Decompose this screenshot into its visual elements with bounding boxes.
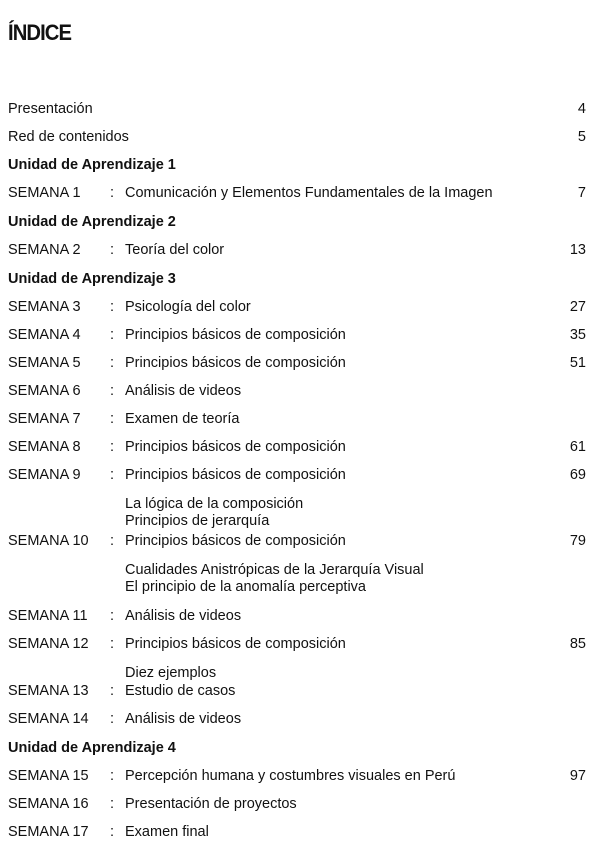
week-topic: Comunicación y Elementos Fundamentales de la Imagen (125, 185, 493, 201)
subtopic-group-3 (125, 665, 586, 682)
unit-heading-4: Unidad de Aprendizaje 4 (8, 740, 176, 756)
week-page: 7 (577, 185, 586, 201)
week-label: SEMANA 10 (8, 533, 89, 549)
separator: : (110, 711, 115, 727)
week-label: SEMANA 8 (8, 439, 81, 455)
separator: : (110, 439, 115, 455)
week-page: 97 (569, 768, 586, 784)
entry-label: Presentación (8, 101, 93, 117)
separator: : (110, 355, 115, 371)
unit-heading-2: Unidad de Aprendizaje 2 (8, 214, 176, 230)
week-topic: Estudio de casos (125, 683, 236, 699)
week-topic: Psicología del color (125, 299, 251, 315)
subtopic-group-2 (125, 562, 586, 596)
separator: : (110, 796, 115, 812)
week-topic: Principios básicos de composición (125, 636, 346, 652)
separator: : (110, 608, 115, 624)
separator: : (110, 636, 115, 652)
separator: : (110, 185, 115, 201)
unit-heading-3: Unidad de Aprendizaje 3 (8, 271, 176, 287)
week-topic: Principios básicos de composición (125, 533, 346, 549)
subtopic-line: La lógica de la composición (125, 496, 304, 512)
week-label: SEMANA 12 (8, 636, 89, 652)
week-label: SEMANA 14 (8, 711, 89, 727)
separator: : (110, 467, 115, 483)
entry-page: 4 (577, 101, 586, 117)
week-topic: Principios básicos de composición (125, 467, 346, 483)
subtopic-line: Diez ejemplos (125, 665, 217, 681)
week-topic: Presentación de proyectos (125, 796, 297, 812)
separator: : (110, 242, 115, 258)
week-label: SEMANA 15 (8, 768, 89, 784)
subtopic-line: Cualidades Anistrópicas de la Jerarquía Visual (125, 562, 424, 578)
week-label: SEMANA 6 (8, 383, 81, 399)
week-page: 35 (569, 327, 586, 343)
week-page: 13 (569, 242, 586, 258)
week-label: SEMANA 16 (8, 796, 89, 812)
entry-page: 5 (577, 129, 586, 145)
separator: : (110, 411, 115, 427)
week-label: SEMANA 9 (8, 467, 81, 483)
week-topic: Principios básicos de composición (125, 439, 346, 455)
week-topic: Percepción humana y costumbres visuales en Perú (125, 768, 456, 784)
week-label: SEMANA 7 (8, 411, 81, 427)
page-title: ÍNDICE (8, 20, 72, 45)
separator: : (110, 383, 115, 399)
separator: : (110, 768, 115, 784)
week-label: SEMANA 13 (8, 683, 89, 699)
week-label: SEMANA 1 (8, 185, 81, 201)
week-topic: Análisis de videos (125, 383, 242, 399)
week-page: 27 (569, 299, 586, 315)
week-topic: Principios básicos de composición (125, 327, 346, 343)
week-label: SEMANA 2 (8, 242, 81, 258)
separator: : (110, 533, 115, 549)
separator: : (110, 299, 115, 315)
week-page: 85 (569, 636, 586, 652)
week-label: SEMANA 5 (8, 355, 81, 371)
week-label: SEMANA 11 (8, 608, 88, 624)
week-page: 51 (569, 355, 586, 371)
week-label: SEMANA 17 (8, 824, 89, 840)
subtopic-line: Principios de jerarquía (125, 513, 270, 529)
subtopic-group-1 (125, 496, 586, 530)
entry-label: Red de contenidos (8, 129, 129, 145)
subtopic-line: El principio de la anomalía perceptiva (125, 579, 366, 595)
week-topic: Principios básicos de composición (125, 355, 346, 371)
week-topic: Teoría del color (125, 242, 225, 258)
week-topic: Análisis de videos (125, 608, 242, 624)
separator: : (110, 824, 115, 840)
week-page: 69 (569, 467, 586, 483)
week-label: SEMANA 3 (8, 299, 81, 315)
week-topic: Examen final (125, 824, 209, 840)
week-topic: Análisis de videos (125, 711, 242, 727)
separator: : (110, 327, 115, 343)
week-topic: Examen de teoría (125, 411, 240, 427)
week-label: SEMANA 4 (8, 327, 81, 343)
separator: : (110, 683, 115, 699)
week-page: 79 (569, 533, 586, 549)
week-page: 61 (569, 439, 586, 455)
unit-heading-1: Unidad de Aprendizaje 1 (8, 157, 176, 173)
